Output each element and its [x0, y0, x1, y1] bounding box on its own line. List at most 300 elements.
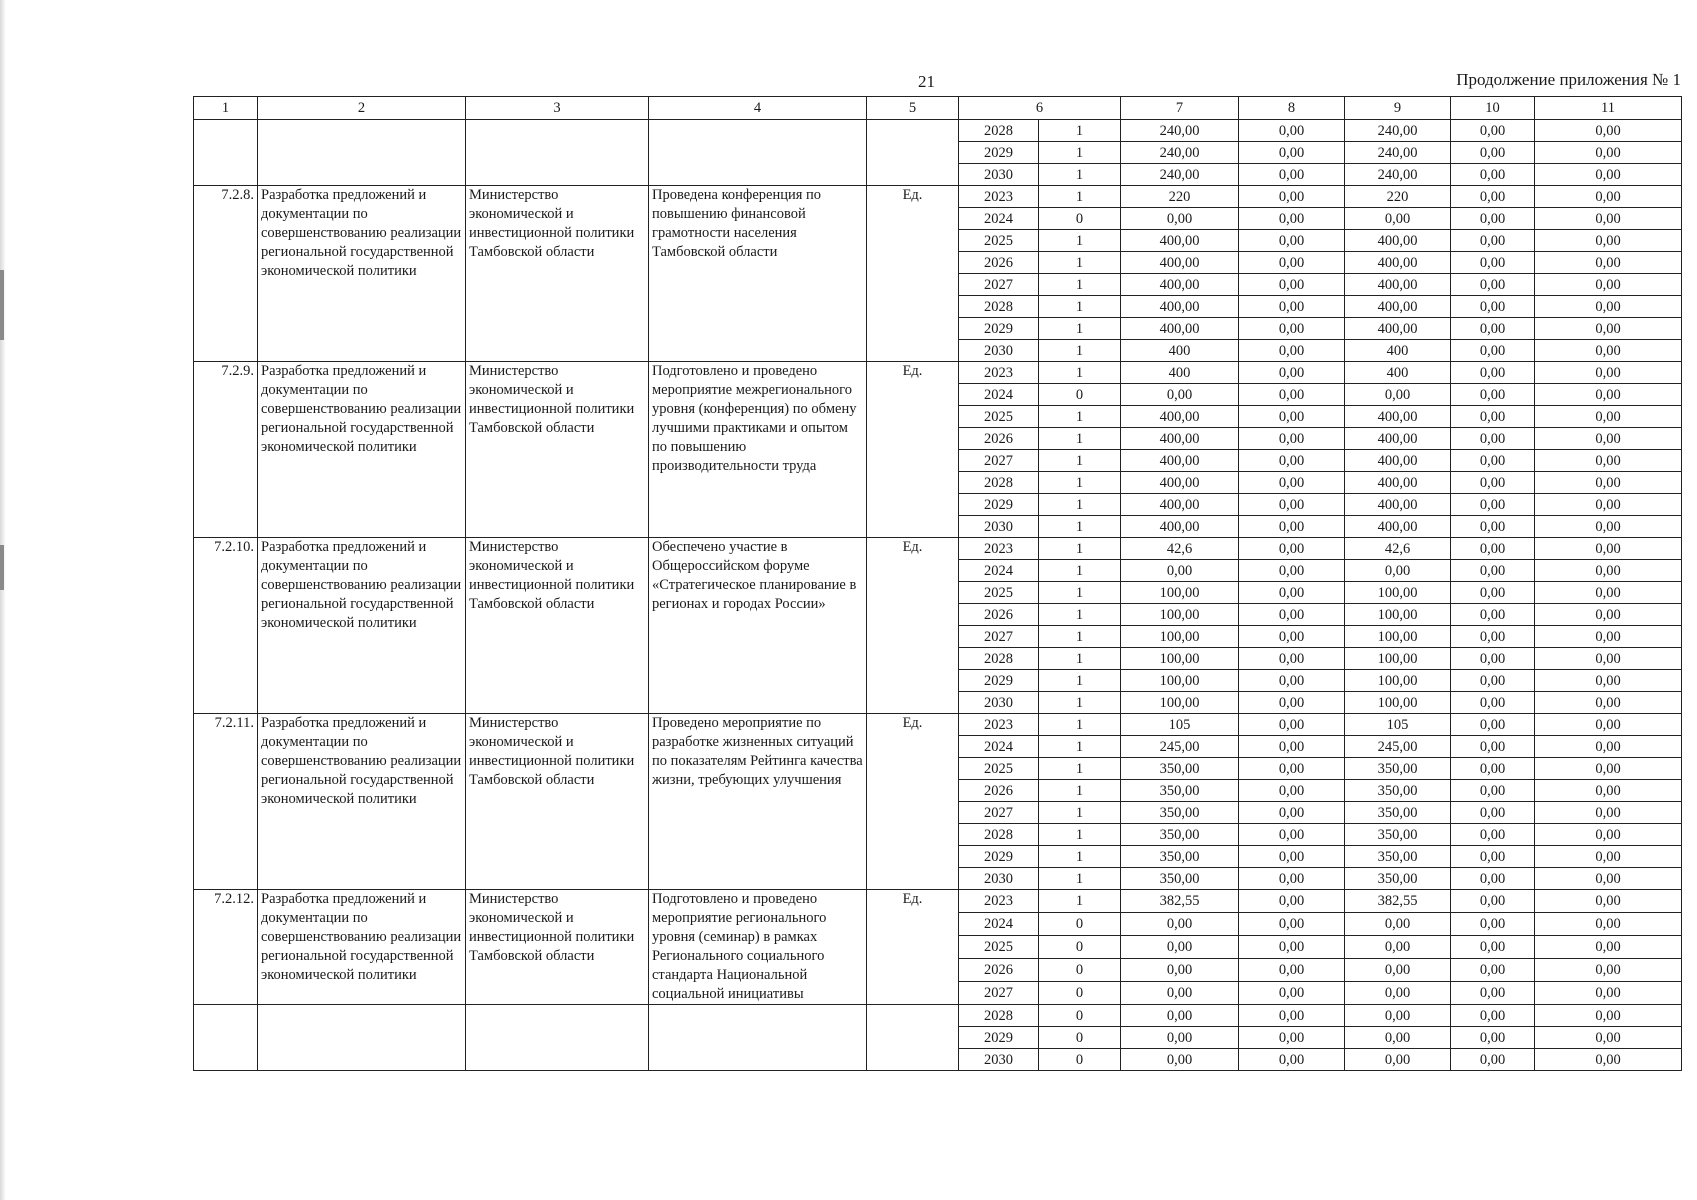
regional-cell: 0,00: [1345, 959, 1451, 982]
regional-cell: 350,00: [1345, 780, 1451, 802]
extrabudget-cell: 0,00: [1535, 384, 1682, 406]
municipal-cell: 0,00: [1451, 450, 1535, 472]
regional-cell: 100,00: [1345, 648, 1451, 670]
federal-cell: 0,00: [1239, 560, 1345, 582]
extrabudget-cell: 0,00: [1535, 252, 1682, 274]
federal-cell: 0,00: [1239, 296, 1345, 318]
total-cell: 400: [1121, 362, 1239, 384]
regional-cell: 400,00: [1345, 494, 1451, 516]
table-row: [194, 714, 1682, 736]
measure-name: Разработка предложений и документации по совершенствованию реализации региональной государственной экономической политики: [258, 362, 466, 538]
federal-cell: 0,00: [1239, 626, 1345, 648]
quantity-cell: 0: [1039, 1027, 1121, 1049]
regional-cell: 350,00: [1345, 868, 1451, 890]
year-cell: 2024: [959, 560, 1039, 582]
municipal-cell: 0,00: [1451, 714, 1535, 736]
municipal-cell: 0,00: [1451, 120, 1535, 142]
extrabudget-cell: 0,00: [1535, 982, 1682, 1005]
total-cell: 240,00: [1121, 120, 1239, 142]
quantity-cell: 1: [1039, 362, 1121, 384]
measure-responsible: [466, 1005, 649, 1071]
municipal-cell: 0,00: [1451, 890, 1535, 913]
municipal-cell: 0,00: [1451, 362, 1535, 384]
table-row: [194, 362, 1682, 384]
year-cell: 2030: [959, 868, 1039, 890]
extrabudget-cell: 0,00: [1535, 824, 1682, 846]
federal-cell: 0,00: [1239, 1027, 1345, 1049]
regional-cell: 100,00: [1345, 582, 1451, 604]
total-cell: 400,00: [1121, 450, 1239, 472]
total-cell: 400,00: [1121, 230, 1239, 252]
municipal-cell: 0,00: [1451, 318, 1535, 340]
measure-code: 7.2.8.: [194, 186, 258, 362]
federal-cell: 0,00: [1239, 318, 1345, 340]
federal-cell: 0,00: [1239, 936, 1345, 959]
extrabudget-cell: 0,00: [1535, 936, 1682, 959]
col-header: 11: [1535, 97, 1682, 120]
appendix-header: Продолжение приложения № 1: [1456, 70, 1681, 89]
table-row: [194, 120, 1682, 142]
year-cell: 2026: [959, 428, 1039, 450]
measure-name: Разработка предложений и документации по совершенствованию реализации региональной государственной экономической политики: [258, 186, 466, 362]
year-cell: 2023: [959, 362, 1039, 384]
total-cell: 350,00: [1121, 780, 1239, 802]
regional-cell: 400,00: [1345, 296, 1451, 318]
municipal-cell: 0,00: [1451, 1049, 1535, 1071]
municipal-cell: 0,00: [1451, 692, 1535, 714]
quantity-cell: 1: [1039, 406, 1121, 428]
federal-cell: 0,00: [1239, 340, 1345, 362]
extrabudget-cell: 0,00: [1535, 626, 1682, 648]
regional-cell: 245,00: [1345, 736, 1451, 758]
total-cell: 100,00: [1121, 604, 1239, 626]
municipal-cell: 0,00: [1451, 516, 1535, 538]
federal-cell: 0,00: [1239, 274, 1345, 296]
federal-cell: 0,00: [1239, 494, 1345, 516]
total-cell: 350,00: [1121, 868, 1239, 890]
federal-cell: 0,00: [1239, 868, 1345, 890]
extrabudget-cell: 0,00: [1535, 1049, 1682, 1071]
federal-cell: 0,00: [1239, 428, 1345, 450]
measure-unit: Ед.: [867, 362, 959, 538]
measure-code: [194, 120, 258, 186]
table-row: [194, 538, 1682, 560]
quantity-cell: 1: [1039, 714, 1121, 736]
regional-cell: 220: [1345, 186, 1451, 208]
regional-cell: 0,00: [1345, 1005, 1451, 1027]
municipal-cell: 0,00: [1451, 142, 1535, 164]
page-number: 21: [918, 72, 935, 91]
federal-cell: 0,00: [1239, 230, 1345, 252]
quantity-cell: 1: [1039, 318, 1121, 340]
measure-result: [649, 120, 867, 186]
measure-code: 7.2.11.: [194, 714, 258, 890]
federal-cell: 0,00: [1239, 736, 1345, 758]
quantity-cell: 1: [1039, 450, 1121, 472]
federal-cell: 0,00: [1239, 164, 1345, 186]
extrabudget-cell: 0,00: [1535, 736, 1682, 758]
year-cell: 2030: [959, 1049, 1039, 1071]
municipal-cell: 0,00: [1451, 936, 1535, 959]
measure-unit: [867, 120, 959, 186]
year-cell: 2029: [959, 1027, 1039, 1049]
extrabudget-cell: 0,00: [1535, 1027, 1682, 1049]
extrabudget-cell: 0,00: [1535, 780, 1682, 802]
extrabudget-cell: 0,00: [1535, 913, 1682, 936]
col-header: 2: [258, 97, 466, 120]
col-header: 7: [1121, 97, 1239, 120]
regional-cell: 0,00: [1345, 1049, 1451, 1071]
total-cell: 400,00: [1121, 472, 1239, 494]
municipal-cell: 0,00: [1451, 296, 1535, 318]
measure-unit: Ед.: [867, 186, 959, 362]
total-cell: 0,00: [1121, 560, 1239, 582]
quantity-cell: 0: [1039, 384, 1121, 406]
total-cell: 0,00: [1121, 913, 1239, 936]
quantity-cell: 1: [1039, 758, 1121, 780]
extrabudget-cell: 0,00: [1535, 560, 1682, 582]
municipal-cell: 0,00: [1451, 670, 1535, 692]
quantity-cell: 0: [1039, 913, 1121, 936]
year-cell: 2025: [959, 406, 1039, 428]
municipal-cell: 0,00: [1451, 626, 1535, 648]
year-cell: 2027: [959, 450, 1039, 472]
quantity-cell: 1: [1039, 582, 1121, 604]
municipal-cell: 0,00: [1451, 230, 1535, 252]
municipal-cell: 0,00: [1451, 384, 1535, 406]
extrabudget-cell: 0,00: [1535, 802, 1682, 824]
total-cell: 220: [1121, 186, 1239, 208]
federal-cell: 0,00: [1239, 780, 1345, 802]
extrabudget-cell: 0,00: [1535, 582, 1682, 604]
total-cell: 245,00: [1121, 736, 1239, 758]
measure-responsible: Министерство экономической и инвестиционной политики Тамбовской области: [466, 538, 649, 714]
scan-mark: [0, 545, 4, 590]
regional-cell: 0,00: [1345, 208, 1451, 230]
federal-cell: 0,00: [1239, 538, 1345, 560]
regional-cell: 350,00: [1345, 758, 1451, 780]
federal-cell: 0,00: [1239, 362, 1345, 384]
regional-cell: 100,00: [1345, 670, 1451, 692]
table-row: [194, 1005, 1682, 1027]
measure-result: Обеспечено участие в Общероссийском форуме «Стратегическое планирование в регионах и городах России»: [649, 538, 867, 714]
year-cell: 2028: [959, 824, 1039, 846]
regional-cell: 0,00: [1345, 982, 1451, 1005]
measure-code: 7.2.10.: [194, 538, 258, 714]
measure-result: Проведена конференция по повышению финансовой грамотности населения Тамбовской области: [649, 186, 867, 362]
col-header: 6: [959, 97, 1121, 120]
regional-cell: 100,00: [1345, 604, 1451, 626]
total-cell: 0,00: [1121, 1049, 1239, 1071]
federal-cell: 0,00: [1239, 1049, 1345, 1071]
total-cell: 42,6: [1121, 538, 1239, 560]
municipal-cell: 0,00: [1451, 982, 1535, 1005]
regional-cell: 400,00: [1345, 428, 1451, 450]
extrabudget-cell: 0,00: [1535, 164, 1682, 186]
measure-code: 7.2.9.: [194, 362, 258, 538]
measure-name: Разработка предложений и документации по совершенствованию реализации региональной государственной экономической политики: [258, 714, 466, 890]
federal-cell: 0,00: [1239, 959, 1345, 982]
year-cell: 2025: [959, 230, 1039, 252]
scan-edge: [0, 0, 6, 1200]
quantity-cell: 1: [1039, 516, 1121, 538]
col-header: 9: [1345, 97, 1451, 120]
municipal-cell: 0,00: [1451, 648, 1535, 670]
municipal-cell: 0,00: [1451, 802, 1535, 824]
municipal-cell: 0,00: [1451, 604, 1535, 626]
municipal-cell: 0,00: [1451, 959, 1535, 982]
year-cell: 2024: [959, 384, 1039, 406]
municipal-cell: 0,00: [1451, 582, 1535, 604]
scan-mark: [0, 270, 4, 340]
total-cell: 400,00: [1121, 318, 1239, 340]
total-cell: 350,00: [1121, 758, 1239, 780]
regional-cell: 400,00: [1345, 516, 1451, 538]
regional-cell: 400,00: [1345, 472, 1451, 494]
total-cell: 0,00: [1121, 959, 1239, 982]
regional-cell: 100,00: [1345, 626, 1451, 648]
municipal-cell: 0,00: [1451, 1005, 1535, 1027]
col-header: 4: [649, 97, 867, 120]
quantity-cell: 1: [1039, 340, 1121, 362]
total-cell: 240,00: [1121, 142, 1239, 164]
federal-cell: 0,00: [1239, 1005, 1345, 1027]
total-cell: 0,00: [1121, 936, 1239, 959]
quantity-cell: 1: [1039, 560, 1121, 582]
col-header: 8: [1239, 97, 1345, 120]
municipal-cell: 0,00: [1451, 406, 1535, 428]
quantity-cell: 1: [1039, 626, 1121, 648]
extrabudget-cell: 0,00: [1535, 959, 1682, 982]
regional-cell: 0,00: [1345, 936, 1451, 959]
col-header: 1: [194, 97, 258, 120]
federal-cell: 0,00: [1239, 913, 1345, 936]
total-cell: 400: [1121, 340, 1239, 362]
federal-cell: 0,00: [1239, 758, 1345, 780]
quantity-cell: 1: [1039, 846, 1121, 868]
quantity-cell: 1: [1039, 252, 1121, 274]
table-body: [194, 120, 1682, 1071]
extrabudget-cell: 0,00: [1535, 494, 1682, 516]
extrabudget-cell: 0,00: [1535, 472, 1682, 494]
regional-cell: 0,00: [1345, 560, 1451, 582]
municipal-cell: 0,00: [1451, 846, 1535, 868]
extrabudget-cell: 0,00: [1535, 450, 1682, 472]
municipal-cell: 0,00: [1451, 186, 1535, 208]
regional-cell: 400,00: [1345, 450, 1451, 472]
extrabudget-cell: 0,00: [1535, 714, 1682, 736]
municipal-cell: 0,00: [1451, 824, 1535, 846]
quantity-cell: 1: [1039, 230, 1121, 252]
extrabudget-cell: 0,00: [1535, 758, 1682, 780]
budget-table: [193, 96, 1682, 1071]
measure-responsible: Министерство экономической и инвестиционной политики Тамбовской области: [466, 186, 649, 362]
federal-cell: 0,00: [1239, 846, 1345, 868]
regional-cell: 400,00: [1345, 274, 1451, 296]
measure-responsible: Министерство экономической и инвестиционной политики Тамбовской области: [466, 890, 649, 1005]
municipal-cell: 0,00: [1451, 428, 1535, 450]
year-cell: 2028: [959, 120, 1039, 142]
quantity-cell: 0: [1039, 1005, 1121, 1027]
total-cell: 350,00: [1121, 802, 1239, 824]
quantity-cell: 1: [1039, 428, 1121, 450]
federal-cell: 0,00: [1239, 120, 1345, 142]
year-cell: 2027: [959, 274, 1039, 296]
year-cell: 2026: [959, 780, 1039, 802]
total-cell: 0,00: [1121, 384, 1239, 406]
measure-result: [649, 1005, 867, 1071]
regional-cell: 240,00: [1345, 164, 1451, 186]
regional-cell: 350,00: [1345, 802, 1451, 824]
year-cell: 2030: [959, 164, 1039, 186]
total-cell: 350,00: [1121, 846, 1239, 868]
federal-cell: 0,00: [1239, 604, 1345, 626]
extrabudget-cell: 0,00: [1535, 208, 1682, 230]
regional-cell: 240,00: [1345, 142, 1451, 164]
quantity-cell: 0: [1039, 208, 1121, 230]
year-cell: 2028: [959, 472, 1039, 494]
federal-cell: 0,00: [1239, 982, 1345, 1005]
extrabudget-cell: 0,00: [1535, 230, 1682, 252]
quantity-cell: 1: [1039, 296, 1121, 318]
year-cell: 2026: [959, 959, 1039, 982]
quantity-cell: 1: [1039, 142, 1121, 164]
total-cell: 100,00: [1121, 692, 1239, 714]
federal-cell: 0,00: [1239, 802, 1345, 824]
year-cell: 2025: [959, 936, 1039, 959]
total-cell: 0,00: [1121, 1005, 1239, 1027]
measure-result: Подготовлено и проведено мероприятие регионального уровня (семинар) в рамках Регионального социального стандарта Национальной социальной инициативы: [649, 890, 867, 1005]
total-cell: 0,00: [1121, 1027, 1239, 1049]
total-cell: 100,00: [1121, 648, 1239, 670]
extrabudget-cell: 0,00: [1535, 318, 1682, 340]
measure-code: 7.2.12.: [194, 890, 258, 1005]
municipal-cell: 0,00: [1451, 913, 1535, 936]
municipal-cell: 0,00: [1451, 472, 1535, 494]
quantity-cell: 1: [1039, 120, 1121, 142]
quantity-cell: 0: [1039, 959, 1121, 982]
municipal-cell: 0,00: [1451, 164, 1535, 186]
year-cell: 2024: [959, 208, 1039, 230]
quantity-cell: 1: [1039, 472, 1121, 494]
year-cell: 2025: [959, 582, 1039, 604]
quantity-cell: 1: [1039, 890, 1121, 913]
municipal-cell: 0,00: [1451, 560, 1535, 582]
municipal-cell: 0,00: [1451, 340, 1535, 362]
municipal-cell: 0,00: [1451, 868, 1535, 890]
year-cell: 2024: [959, 736, 1039, 758]
extrabudget-cell: 0,00: [1535, 846, 1682, 868]
measure-result: Подготовлено и проведено мероприятие межрегионального уровня (конференция) по обмену лучшими практиками и опытом по повышению производительности труда: [649, 362, 867, 538]
federal-cell: 0,00: [1239, 824, 1345, 846]
header-row: [194, 97, 1682, 120]
municipal-cell: 0,00: [1451, 1027, 1535, 1049]
federal-cell: 0,00: [1239, 890, 1345, 913]
extrabudget-cell: 0,00: [1535, 868, 1682, 890]
measure-name: [258, 1005, 466, 1071]
year-cell: 2030: [959, 692, 1039, 714]
total-cell: 400,00: [1121, 428, 1239, 450]
year-cell: 2029: [959, 846, 1039, 868]
regional-cell: 382,55: [1345, 890, 1451, 913]
total-cell: 100,00: [1121, 670, 1239, 692]
measure-name: Разработка предложений и документации по совершенствованию реализации региональной государственной экономической политики: [258, 890, 466, 1005]
quantity-cell: 1: [1039, 692, 1121, 714]
regional-cell: 105: [1345, 714, 1451, 736]
quantity-cell: 0: [1039, 1049, 1121, 1071]
extrabudget-cell: 0,00: [1535, 692, 1682, 714]
federal-cell: 0,00: [1239, 384, 1345, 406]
year-cell: 2025: [959, 758, 1039, 780]
year-cell: 2029: [959, 670, 1039, 692]
year-cell: 2027: [959, 802, 1039, 824]
table-row: [194, 186, 1682, 208]
regional-cell: 350,00: [1345, 846, 1451, 868]
measure-name: Разработка предложений и документации по совершенствованию реализации региональной государственной экономической политики: [258, 538, 466, 714]
municipal-cell: 0,00: [1451, 736, 1535, 758]
regional-cell: 400,00: [1345, 252, 1451, 274]
measure-unit: [867, 1005, 959, 1071]
quantity-cell: 1: [1039, 604, 1121, 626]
year-cell: 2028: [959, 1005, 1039, 1027]
extrabudget-cell: 0,00: [1535, 340, 1682, 362]
municipal-cell: 0,00: [1451, 274, 1535, 296]
federal-cell: 0,00: [1239, 406, 1345, 428]
federal-cell: 0,00: [1239, 670, 1345, 692]
quantity-cell: 1: [1039, 648, 1121, 670]
measure-unit: Ед.: [867, 714, 959, 890]
extrabudget-cell: 0,00: [1535, 604, 1682, 626]
year-cell: 2023: [959, 890, 1039, 913]
regional-cell: 240,00: [1345, 120, 1451, 142]
quantity-cell: 1: [1039, 274, 1121, 296]
col-header: 10: [1451, 97, 1535, 120]
extrabudget-cell: 0,00: [1535, 670, 1682, 692]
extrabudget-cell: 0,00: [1535, 296, 1682, 318]
extrabudget-cell: 0,00: [1535, 516, 1682, 538]
municipal-cell: 0,00: [1451, 780, 1535, 802]
extrabudget-cell: 0,00: [1535, 406, 1682, 428]
regional-cell: 100,00: [1345, 692, 1451, 714]
year-cell: 2029: [959, 318, 1039, 340]
measure-responsible: [466, 120, 649, 186]
extrabudget-cell: 0,00: [1535, 186, 1682, 208]
year-cell: 2023: [959, 538, 1039, 560]
extrabudget-cell: 0,00: [1535, 538, 1682, 560]
year-cell: 2030: [959, 516, 1039, 538]
quantity-cell: 1: [1039, 186, 1121, 208]
federal-cell: 0,00: [1239, 714, 1345, 736]
regional-cell: 350,00: [1345, 824, 1451, 846]
municipal-cell: 0,00: [1451, 208, 1535, 230]
total-cell: 400,00: [1121, 494, 1239, 516]
year-cell: 2024: [959, 913, 1039, 936]
regional-cell: 0,00: [1345, 384, 1451, 406]
total-cell: 400,00: [1121, 406, 1239, 428]
extrabudget-cell: 0,00: [1535, 274, 1682, 296]
quantity-cell: 1: [1039, 494, 1121, 516]
federal-cell: 0,00: [1239, 472, 1345, 494]
federal-cell: 0,00: [1239, 692, 1345, 714]
total-cell: 350,00: [1121, 824, 1239, 846]
total-cell: 400,00: [1121, 274, 1239, 296]
quantity-cell: 0: [1039, 982, 1121, 1005]
year-cell: 2028: [959, 296, 1039, 318]
year-cell: 2028: [959, 648, 1039, 670]
quantity-cell: 1: [1039, 780, 1121, 802]
col-header: 3: [466, 97, 649, 120]
measure-unit: Ед.: [867, 890, 959, 1005]
